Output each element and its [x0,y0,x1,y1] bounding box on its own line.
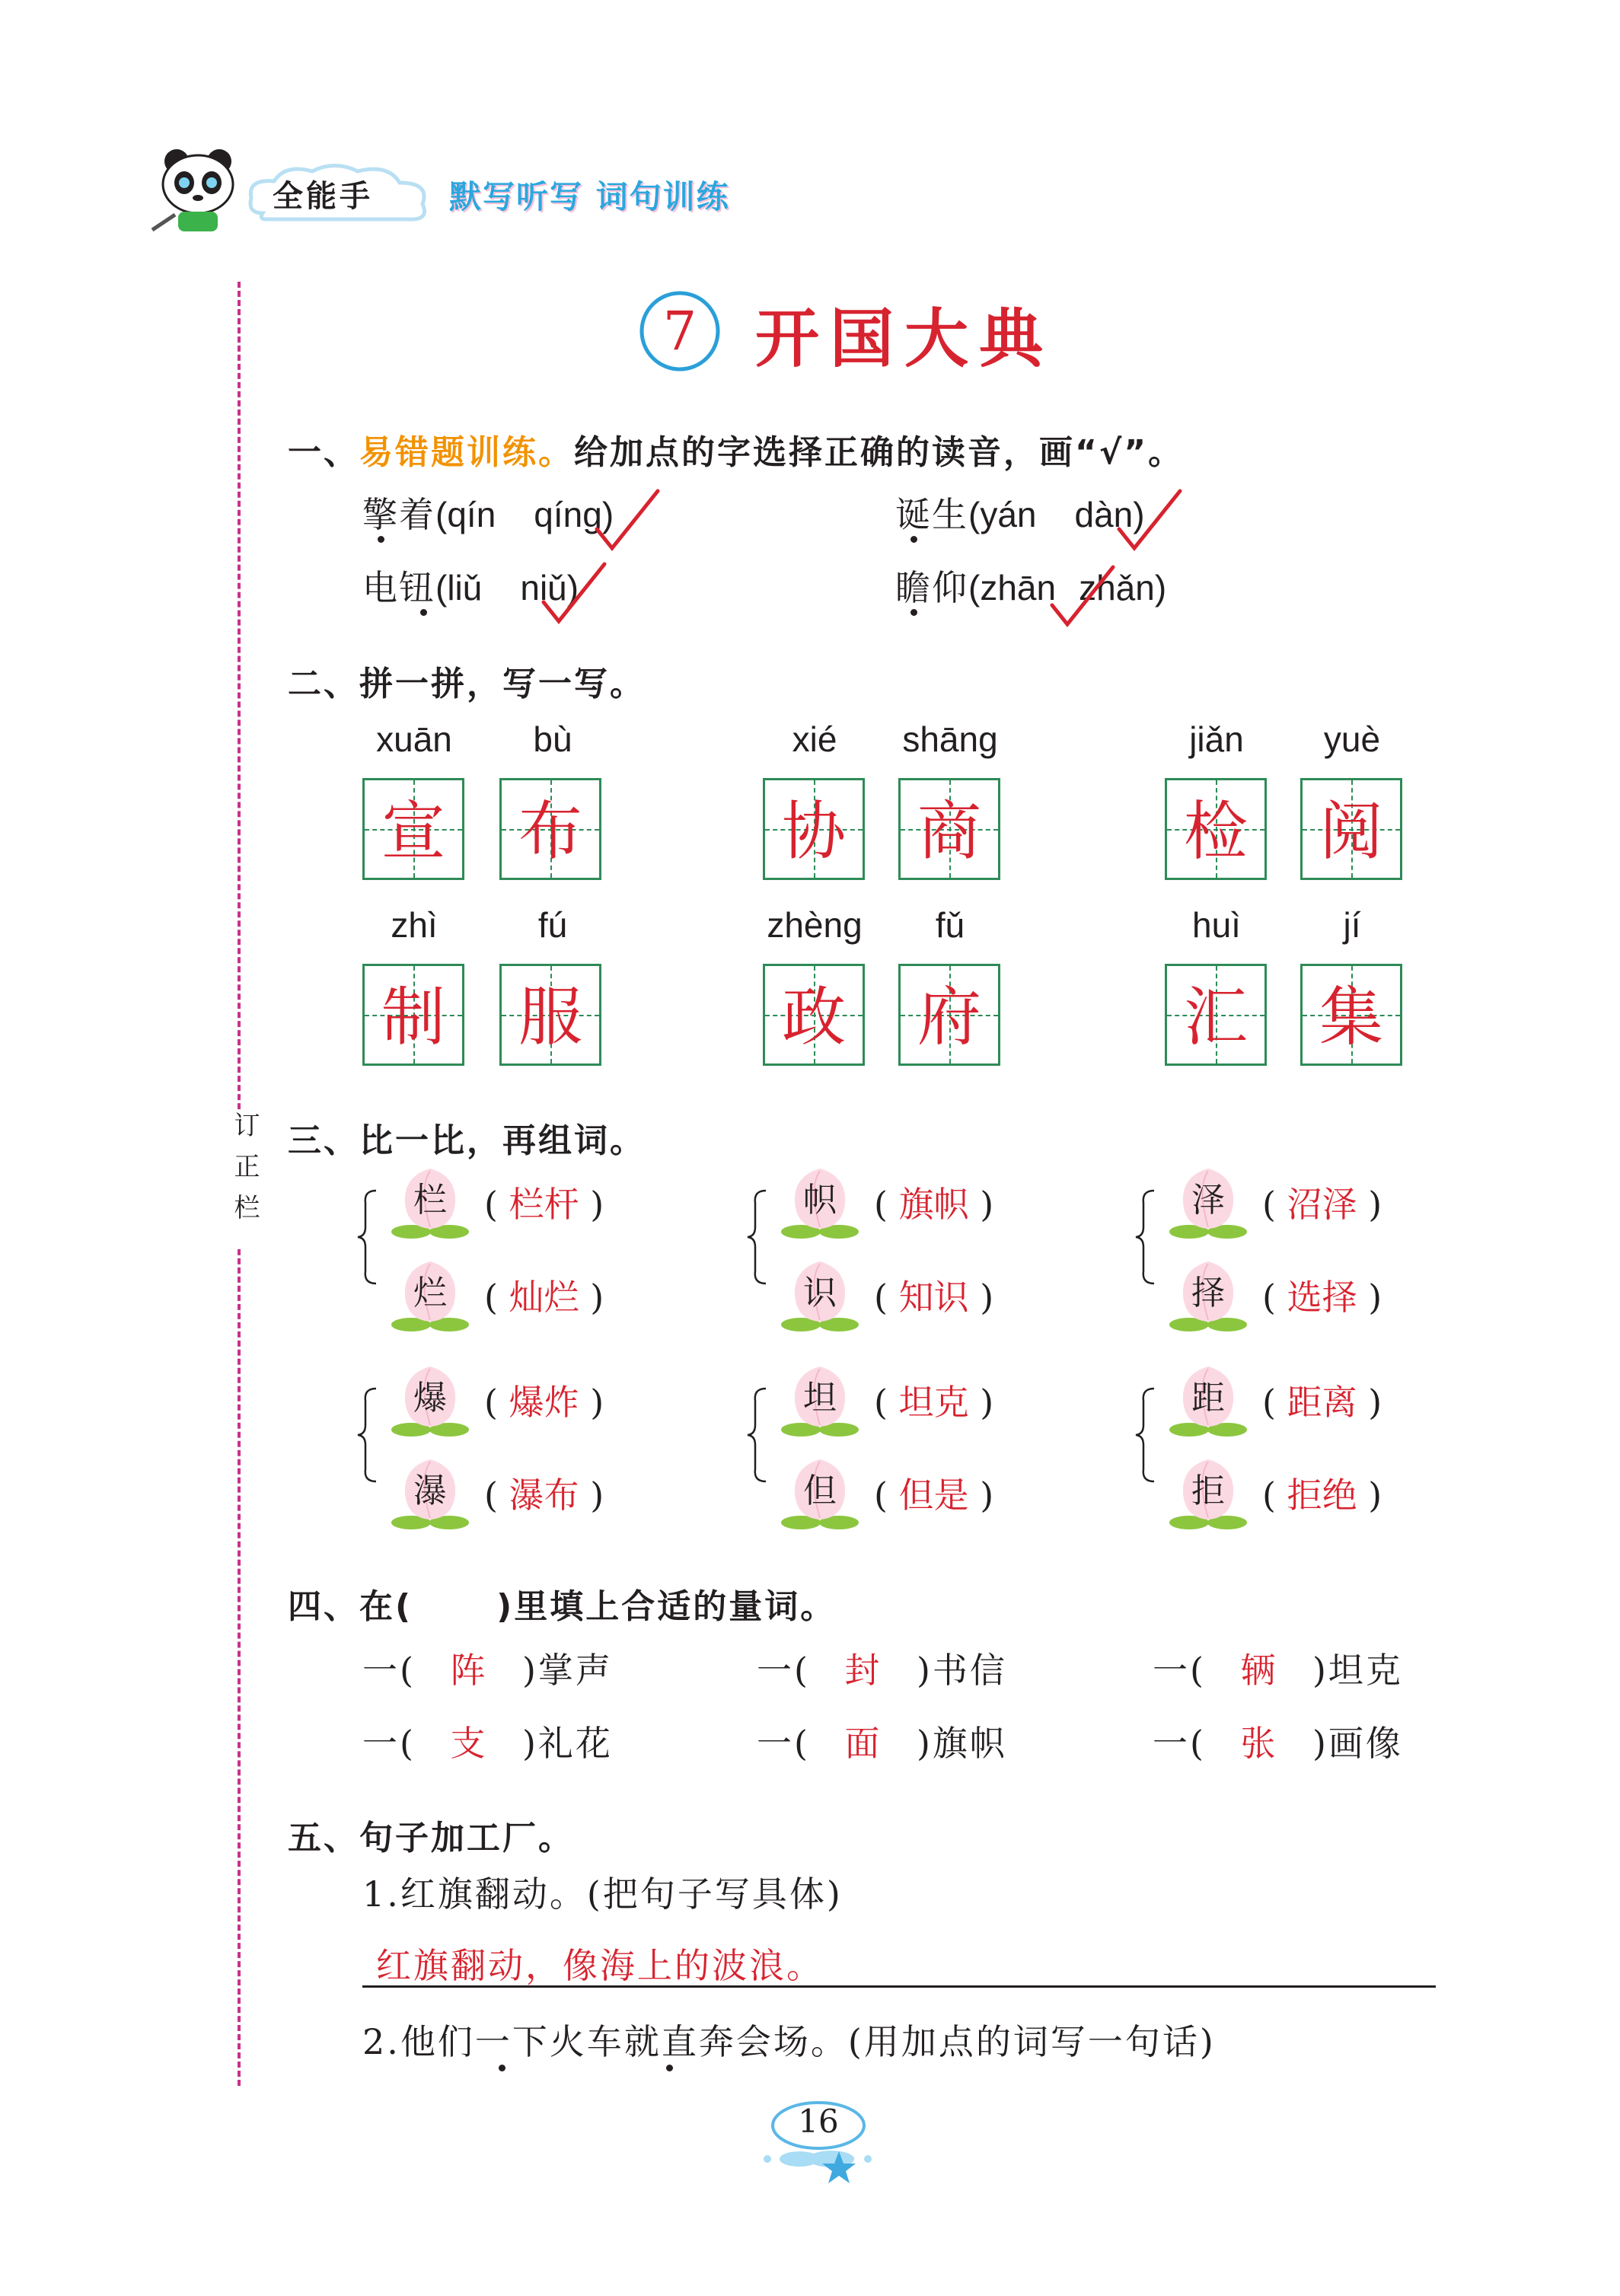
peach-char-badge: 瀑 [388,1456,472,1532]
writing-grid-cell[interactable]: 服 [499,964,601,1066]
sentence-question-2: 2.他们一下火车就直奔会场。(用加点的词写一句话) [362,2021,1216,2062]
sentence-question-1: 1.红旗翻动。(把句子写具体) [362,1873,843,1915]
measure-word-item: 一( 支 )礼花 [362,1716,613,1766]
word-answer: ( 距离 ) [1262,1382,1382,1423]
word-answer: ( 旗帜 ) [874,1184,994,1225]
emphasis-dot [499,2065,505,2071]
section4-heading: 四、在( )里填上合适的量词。 [288,1587,837,1626]
margin-correction-label: 订正栏 [224,1111,254,1247]
check-mark-icon [1044,563,1121,632]
check-mark-icon [1111,487,1188,556]
pinyin-label: fǔ [935,905,965,945]
measure-word-answer[interactable]: 阵 [450,1650,488,1691]
panda-mascot-icon [145,145,251,236]
pinyin-label: huì [1192,905,1241,945]
writing-grid-cell[interactable]: 协 [763,778,865,880]
emphasis-dot [666,2065,673,2071]
measure-word-answer[interactable]: 面 [844,1723,882,1764]
pinyin-label: zhèng [767,905,863,945]
measure-word-item: 一( 阵 )掌声 [362,1643,613,1693]
word-answer: ( 爆炸 ) [484,1382,604,1423]
pronunciation-item: 瞻仰(zhān zhǎn) [895,567,1167,608]
pinyin-label: shāng [902,719,998,759]
emphasis-dot [378,536,384,543]
item-word: 瞻仰 [895,567,968,608]
series-title: 默写听写 词句训练 [449,178,730,215]
measure-word-answer[interactable]: 支 [450,1723,488,1764]
page-number: 16 [798,2103,839,2140]
lesson-title: 开国大典 [755,301,1054,376]
peach-char-badge: 烂 [388,1258,472,1334]
pinyin-label: xuān [376,719,452,759]
writing-grid-cell[interactable]: 府 [898,964,1000,1066]
check-mark-icon [589,487,665,556]
word-answer: ( 坦克 ) [874,1382,994,1423]
check-mark-icon [536,560,612,629]
option-a[interactable]: yán [980,495,1037,534]
word-answer: ( 知识 ) [874,1277,994,1318]
peach-char-badge: 爆 [388,1363,472,1439]
peach-char-badge: 但 [778,1456,862,1532]
writing-grid-cell[interactable]: 宣 [362,778,464,880]
writing-grid-cell[interactable]: 布 [499,778,601,880]
peach-char-badge: 识 [778,1258,862,1334]
word-answer: ( 灿烂 ) [484,1277,604,1318]
word-answer: ( 栏杆 ) [484,1184,604,1225]
writing-grid-cell[interactable]: 阅 [1300,778,1402,880]
section1-heading: 一、易错题训练。给加点的字选择正确的读音，画“√”。 [288,433,1185,472]
word-answer: ( 瀑布 ) [484,1475,604,1516]
lesson-number: 7 [662,300,697,362]
writing-grid-cell[interactable]: 政 [763,964,865,1066]
emphasis-dot [910,609,917,616]
option-b[interactable]: niǔ [520,568,567,607]
writing-grid-cell[interactable]: 制 [362,964,464,1066]
brand-title: 全能手 [273,179,373,214]
item-word: 诞生 [895,494,968,535]
brace-icon [1134,1188,1157,1287]
option-a[interactable]: liǔ [447,568,483,607]
header [145,145,830,236]
word-answer: ( 选择 ) [1262,1277,1382,1318]
item-word: 擎着 [362,494,435,535]
pinyin-label: jí [1343,905,1361,945]
measure-word-item: 一( 面 )旗帜 [757,1716,1007,1766]
peach-char-badge: 泽 [1166,1165,1250,1241]
answer-line [362,1985,1436,1988]
word-answer: ( 沼泽 ) [1262,1184,1382,1225]
emphasis-dot [910,536,917,543]
brace-icon [746,1386,769,1484]
option-b[interactable]: qíng [534,495,602,534]
option-a[interactable]: zhān [980,568,1057,607]
measure-word-item: 一( 张 )画像 [1153,1716,1403,1766]
peach-char-badge: 择 [1166,1258,1250,1334]
pinyin-label: fú [537,905,568,945]
brace-icon [356,1386,379,1484]
measure-word-item: 一( 辆 )坦克 [1153,1643,1403,1693]
pronunciation-item: 擎着(qín qíng) [362,494,614,535]
pinyin-label: yuè [1323,719,1381,759]
section5-heading: 五、句子加工厂。 [288,1819,574,1858]
peach-char-badge: 距 [1166,1363,1250,1439]
measure-word-answer[interactable]: 张 [1240,1723,1278,1764]
measure-word-answer[interactable]: 封 [844,1650,882,1691]
peach-char-badge: 栏 [388,1165,472,1241]
writing-grid-cell[interactable]: 集 [1300,964,1402,1066]
option-b[interactable]: dàn [1074,495,1134,534]
writing-grid-cell[interactable]: 商 [898,778,1000,880]
pinyin-label: zhì [391,905,438,945]
measure-word-answer[interactable]: 辆 [1240,1650,1278,1691]
section2-heading: 二、拼一拼，写一写。 [288,665,646,703]
pinyin-label: xié [792,719,837,759]
item-word: 电钮 [362,567,435,608]
pronunciation-item: 电钮(liǔ niǔ) [362,567,579,608]
emphasis-dot [420,609,427,616]
word-answer: ( 但是 ) [874,1475,994,1516]
peach-char-badge: 帜 [778,1165,862,1241]
peach-char-badge: 坦 [778,1363,862,1439]
word-answer: ( 拒绝 ) [1262,1475,1382,1516]
brace-icon [1134,1386,1157,1484]
option-b[interactable]: zhǎn [1079,568,1155,607]
pinyin-label: jiǎn [1189,719,1244,759]
brace-icon [746,1188,769,1287]
pronunciation-item: 诞生(yán dàn) [895,494,1145,535]
section3-heading: 三、比一比，再组词。 [288,1121,646,1160]
writing-grid-cell[interactable]: 汇 [1165,964,1267,1066]
writing-grid-cell[interactable]: 检 [1165,778,1267,880]
option-a[interactable]: qín [447,495,496,534]
pinyin-label: bù [533,719,572,759]
brace-icon [356,1188,379,1287]
measure-word-item: 一( 封 )书信 [757,1643,1007,1693]
sentence-answer-1[interactable]: 红旗翻动，像海上的波浪。 [376,1945,824,1986]
peach-char-badge: 拒 [1166,1456,1250,1532]
